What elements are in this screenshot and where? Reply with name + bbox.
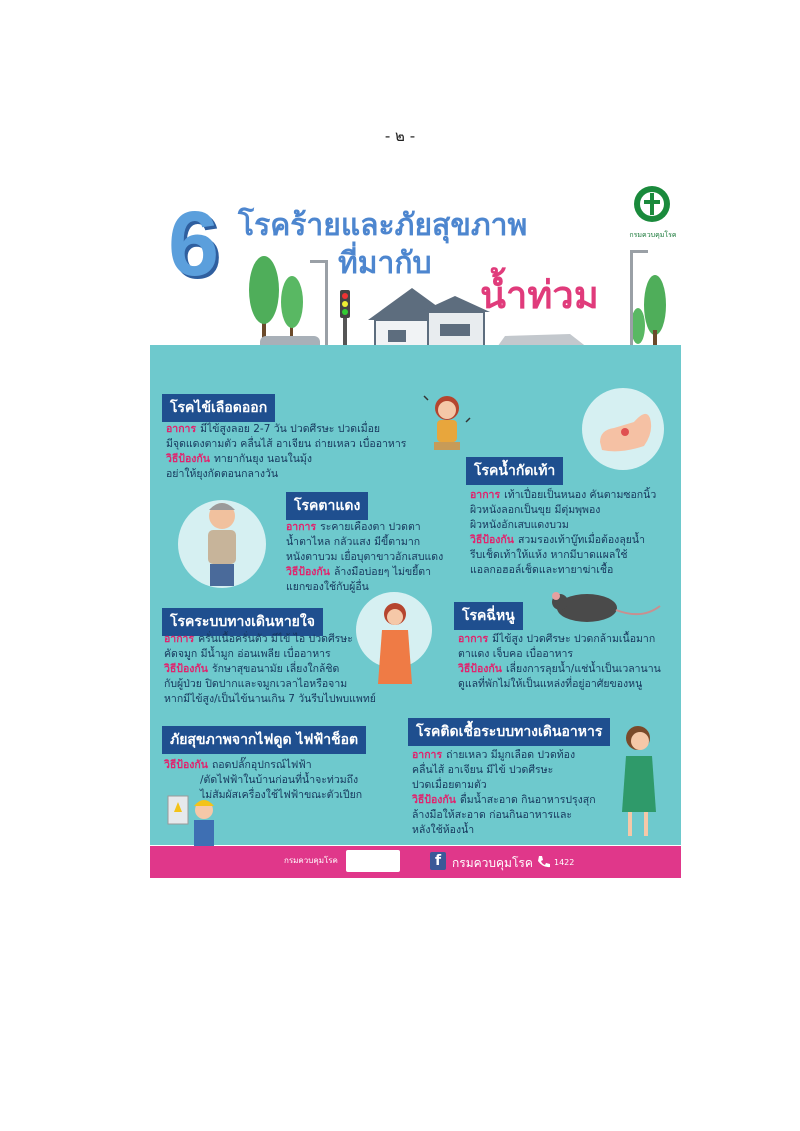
section-body-leptospirosis: อาการ มีไข้สูง ปวดศีรษะ ปวดกล้ามเนื้อมาก ตาแดง เจ็บคอ เบื่ออาหาร วิธีป้องกัน เลี่ยงการลุยน้ำ/แช่น้ำเป็นเวลานาน ดูแลที่พักไม่ให้เป็นแหล่งที่อยู่อาศัยของหนู — [458, 633, 661, 690]
woman-coughing-illustration — [372, 600, 418, 690]
foot-icon — [590, 402, 660, 457]
street-lamp-icon — [325, 260, 328, 355]
woman-stomachache-illustration — [612, 722, 672, 840]
rat-icon — [542, 586, 662, 626]
hotline-number: 1422 — [554, 858, 575, 867]
tree-icon — [281, 276, 303, 328]
section-body-dengue: อาการ มีไข้สูงลอย 2-7 วัน ปวดศีรษะ ปวดเมื่อย มีจุดแดงตามตัว คลื่นไส้ อาเจียน ถ่ายเหลว เบื่ออาหาร วิธีป้องกัน ทายากันยุง นอนในมุ้ง อย่าให้ยุงกัดตอนกลางวัน — [166, 423, 407, 480]
girl-mosquito-illustration — [422, 392, 472, 462]
section-title-dengue: โรคไข้เลือดออก — [162, 394, 275, 422]
street-lamp-icon — [630, 250, 633, 350]
phone-icon — [536, 854, 550, 870]
title-line-1: โรคร้ายและภัยสุขภาพ — [238, 208, 528, 243]
title-line-2: ที่มากับ — [338, 246, 432, 281]
tree-icon — [644, 275, 666, 335]
section-title-digestive: โรคติดเชื้อระบบทางเดินอาหาร — [408, 718, 610, 746]
facebook-page-name: กรมควบคุมโรค — [452, 856, 533, 870]
facebook-icon: f — [430, 852, 446, 870]
partner-logo-icon — [346, 850, 400, 872]
ddc-logo-icon — [632, 184, 672, 230]
section-body-digestive: อาการ ถ่ายเหลว มีมูกเลือด ปวดท้อง คลื่นไส้ อาเจียน มีไข้ ปวดศีรษะ ปวดเมื่อยตามตัว วิธีป้องกัน ดื่มน้ำสะอาด กินอาหารปรุงสุก ล้างมือให้สะอาด ก่อนกินอาหารและ หลังใช้ห้องน้ำ — [412, 749, 596, 836]
logo-text: กรมควบคุมโรค — [629, 231, 677, 239]
section-title-leptospirosis: โรคฉี่หนู — [454, 602, 523, 630]
title-number: 6 — [168, 193, 220, 295]
page-number: - ๒ - — [384, 127, 416, 145]
section-body-respiratory: อาการ ครั่นเนื้อครั่นตัว มีไข้ ไอ ปวดศีรษะ คัดจมูก มีน้ำมูก อ่อนเพลีย เบื่ออาหาร วิธีป้องกัน รักษาสุขอนามัย เลี่ยงใกล้ชิด กับผู้ป่วย ปิดปากและจมูกเวลาไอหรือจาม หากมีไข้สูง/เป็นไข้นานเกิน 7 วันรีบไปพบแพทย์ — [164, 633, 376, 705]
poster-footer — [150, 846, 681, 878]
section-body-athletes-foot: อาการ เท้าเปื่อยเป็นหนอง คันตามซอกนิ้ว ผิวหนังลอกเป็นขุย มีตุ่มพุพอง ผิวหนังอักเสบแดงบวม วิธีป้องกัน สวมรองเท้าบู๊ทเมื่อต้องลุยน้ำ รีบเช็ดเท้าให้แห้ง หากมีบาดแผลใช้ แอลกอฮอล์เช็ดและทายาฆ่าเชื้อ — [470, 489, 657, 576]
section-title-electric: ภัยสุขภาพจากไฟดูด ไฟฟ้าช็อต — [162, 726, 366, 754]
title-line-3: น้ำท่วม — [480, 273, 599, 317]
section-body-pink-eye: อาการ ระคายเคืองตา ปวดตา น้ำตาไหล กลัวแสง มีขี้ตามาก หนังตาบวม เยื่อบุตาขาวอักเสบแดง วิธีป้องกัน ล้างมือบ่อยๆ ไม่ขยี้ตา แยกของใช้กับผู้อื่น — [286, 521, 444, 593]
section-title-pink-eye: โรคตาแดง — [286, 492, 368, 520]
section-title-respiratory: โรคระบบทางเดินหายใจ — [162, 608, 323, 636]
tree-icon — [631, 308, 645, 344]
section-title-athletes-foot: โรคน้ำกัดเท้า — [466, 457, 563, 485]
footer-org-name: กรมควบคุมโรค — [284, 856, 338, 865]
man-rubbing-eyes-illustration — [190, 496, 254, 592]
tree-icon — [249, 256, 279, 324]
electrician-illustration — [164, 790, 224, 846]
section-body-electric: วิธีป้องกัน ถอดปลั๊กอุปกรณ์ไฟฟ้า /ตัดไฟฟ้าในบ้านก่อนที่น้ำจะท่วมถึง ไม่สัมผัสเครื่องใช้ไฟฟ้าขณะตัวเปียก — [164, 759, 363, 801]
infographic-poster — [150, 170, 681, 878]
